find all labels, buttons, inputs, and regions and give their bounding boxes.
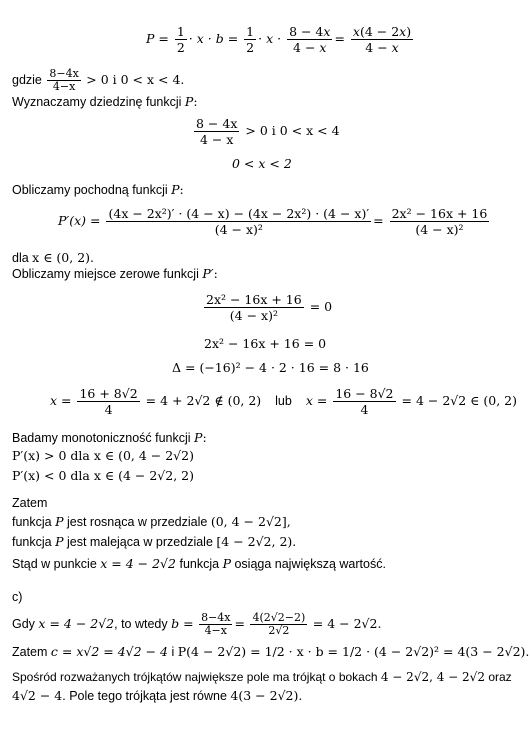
part-c-label: c) bbox=[12, 590, 23, 604]
derivative-heading: Obliczamy pochodną funkcji P: bbox=[12, 182, 184, 197]
mono-increasing: P′(x) > 0 dla x ∈ (0, 4 − 2√2) bbox=[12, 448, 194, 463]
final-line-2: 4√2 − 4. Pole tego trójkąta jest równe 4(3 − 2√2). bbox=[12, 688, 303, 703]
increasing-line: funkcja P jest rosnąca w przedziale (0, 4 − 2√2], bbox=[12, 514, 291, 529]
dla-line: dla x ∈ (0, 2). bbox=[12, 250, 95, 265]
domain-heading: Wyznaczamy dziedzinę funkcji P: bbox=[12, 94, 198, 109]
gdy-line: Gdy x = 4 − 2√2, to wtedy b = $\frac{8-4x}{4-x}$ = $\frac{4(2√2-2)}{2√2}$ = 4 − 2√2. bbox=[12, 611, 382, 637]
domain-inequality: $\frac{8 - 4x}{4 - x}$ > 0 i 0 < x < 4 bbox=[196, 116, 340, 147]
zero-equation-2: 2x² − 16x + 16 = 0 bbox=[204, 336, 327, 351]
gdzie-word: gdzie bbox=[12, 72, 42, 87]
b-fraction-2: $\frac{4(2√2-2)}{2√2}$ bbox=[252, 611, 306, 637]
zero-heading: Obliczamy miejsce zerowe funkcji P′: bbox=[12, 266, 218, 281]
domain-result: 0 < x < 2 bbox=[232, 156, 292, 171]
gdzie-fraction: $\frac{8-4x}{4-x}$ bbox=[49, 67, 79, 93]
decreasing-line: funkcja P jest malejąca w przedziale [4 − 2√2, 2). bbox=[12, 534, 297, 549]
c-line: Zatem c = x√2 = 4√2 − 4 i P(4 − 2√2) = 1/2 · x · b = 1/2 · (4 − 2√2)² = 4(3 − 2√2). bbox=[12, 644, 529, 659]
zero-equation: $\frac{\text{2x² − 16x + 16}}{\text{(4 − x)²}}$ = 0 bbox=[206, 292, 333, 323]
derivative-formula: P′(x) = $\frac{\text{(4x − 2x²)′ · (4 − x) − (4x − 2x²) · (4 − x)′}}{\text{(4 − x)²}}$ = $\frac{\text{2x² − 16x + 16}}{\text{(4 − x)²}}$ bbox=[58, 206, 488, 237]
final-line-1: Spośród rozważanych trójkątów największe pole ma trójkąt o bokach 4 − 2√2, 4 − 2√2 oraz bbox=[12, 670, 512, 684]
roots-line: x = $\frac{16 + 8√2}{4}$ = 4 + 2√2 ∉ (0, 2) lub x = $\frac{16 - 8√2}{4}$ = 4 − 2√2 ∈ (0, 2) bbox=[50, 386, 517, 417]
gdzie-line bbox=[12, 68, 184, 93]
delta-equation: Δ = (−16)² − 4 · 2 · 16 = 8 · 16 bbox=[172, 360, 369, 375]
gdzie-condition: > 0 i 0 < x < 4. bbox=[86, 71, 185, 87]
area-formula: P = $\frac{1}{2}$ · x · b = $\frac{1}{2}$ · x · $\frac{8 - 4x}{4 - x}$ = $\frac{x(4 - 2x)}{4 - x}$ bbox=[146, 24, 412, 55]
mono-decreasing: P′(x) < 0 dla x ∈ (4 − 2√2, 2) bbox=[12, 468, 194, 483]
maximum-line: Stąd w punkcie x = 4 − 2√2 funkcja P osiąga największą wartość. bbox=[12, 556, 386, 571]
mono-heading: Badamy monotoniczność funkcji P: bbox=[12, 430, 207, 445]
b-fraction-1: $\frac{8-4x}{4-x}$ bbox=[201, 611, 231, 637]
zatem-label: Zatem bbox=[12, 496, 48, 510]
